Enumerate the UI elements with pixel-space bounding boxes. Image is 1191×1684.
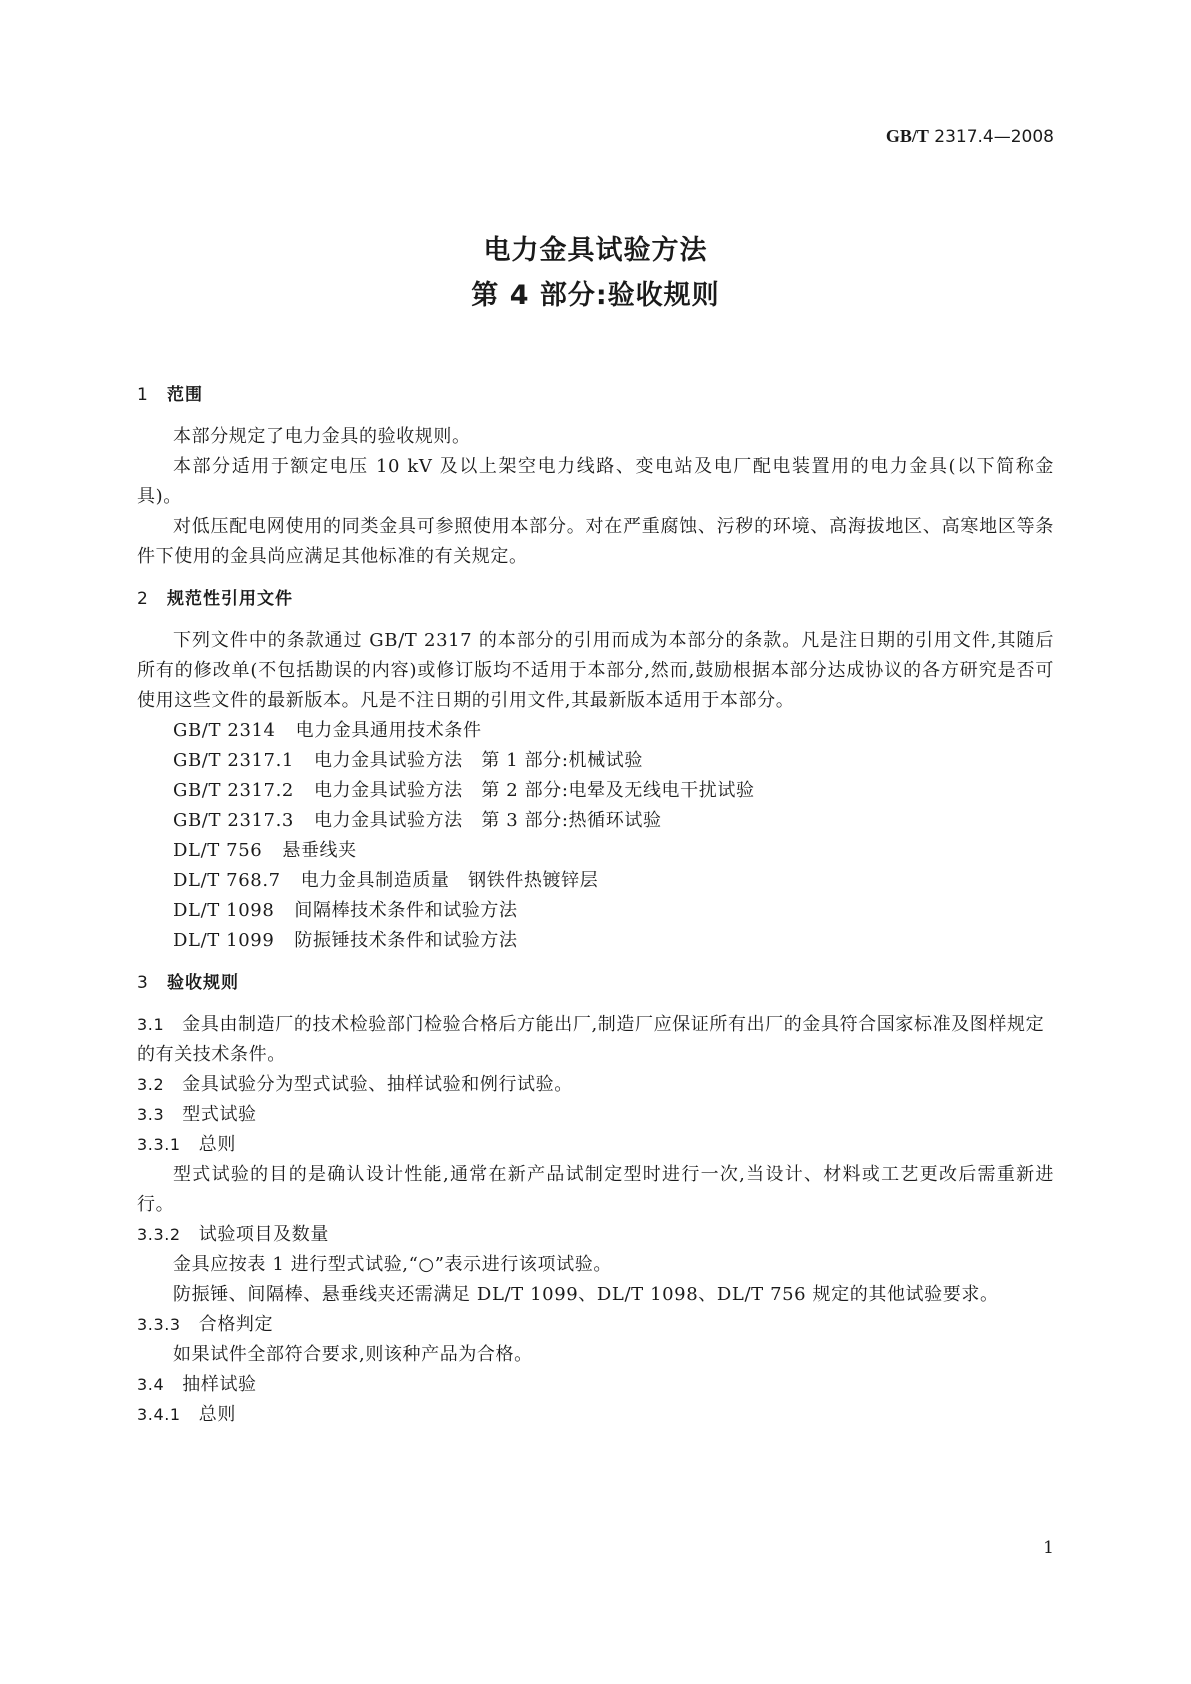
clause-text: 金具由制造厂的技术检验部门检验合格后方能出厂,制造厂应保证所有出厂的金具符合国家标准及图样规定的有关技术条件。: [137, 1014, 1045, 1065]
document-body: [137, 380, 1054, 1430]
section-number: 3: [137, 973, 149, 993]
paragraph: 对低压配电网使用的同类金具可参照使用本部分。对在严重腐蚀、污秽的环境、高海拔地区、高寒地区等条件下使用的金具尚应满足其他标准的有关规定。: [137, 516, 1054, 567]
paragraph: 下列文件中的条款通过 GB/T 2317 的本部分的引用而成为本部分的条款。凡是注日期的引用文件,其随后所有的修改单(不包括勘误的内容)或修订版均不适用于本部分,然而,鼓励根据本部分达成协议的各方研究是否可使用这些文件的最新版本。凡是不注日期的引用文件,其最新版本适用于本部分。: [137, 630, 1054, 711]
clause-number: 3.4.1: [137, 1405, 181, 1424]
reference-item: [137, 926, 1054, 956]
document-title: 电力金具试验方法: [483, 235, 708, 266]
reference-item: [137, 716, 1054, 746]
section-title: 规范性引用文件: [167, 589, 293, 609]
reference-code: DL/T 756: [173, 840, 263, 861]
page-number: 1: [1043, 1538, 1054, 1558]
paragraph: 本部分适用于额定电压 10 kV 及以上架空电力线路、变电站及电厂配电装置用的电力金具(以下简称金具)。: [137, 456, 1054, 507]
reference-item: [137, 836, 1054, 866]
reference-title: 间隔棒技术条件和试验方法: [294, 900, 518, 921]
reference-title: 电力金具通用技术条件: [295, 720, 482, 741]
section-number: 2: [137, 589, 149, 609]
clause-text: 总则: [198, 1134, 236, 1155]
clause-3-3: [137, 1100, 1054, 1130]
section-heading-1: [137, 380, 1054, 410]
reference-title: 防振锤技术条件和试验方法: [294, 930, 518, 951]
clause-text: 合格判定: [198, 1314, 274, 1335]
reference-title: 电力金具试验方法 第 3 部分:热循环试验: [313, 810, 662, 831]
standard-prefix: GB/T: [885, 126, 929, 146]
paragraph: 本部分规定了电力金具的验收规则。: [173, 426, 471, 447]
reference-code: DL/T 1098: [173, 900, 275, 921]
reference-item: [137, 806, 1054, 836]
reference-code: DL/T 768.7: [173, 870, 281, 891]
paragraph: 型式试验的目的是确认设计性能,通常在新产品试制定型时进行一次,当设计、材料或工艺更改后需重新进行。: [137, 1164, 1054, 1215]
clause-text: 总则: [198, 1404, 236, 1425]
clause-text: 金具试验分为型式试验、抽样试验和例行试验。: [182, 1074, 573, 1095]
clause-number: 3.2: [137, 1075, 165, 1094]
paragraph: 防振锤、间隔棒、悬垂线夹还需满足 DL/T 1099、DL/T 1098、DL/T 756 规定的其他试验要求。: [173, 1284, 999, 1305]
section-heading-3: [137, 968, 1054, 998]
clause-number: 3.3: [137, 1105, 165, 1124]
section-number: 1: [137, 385, 149, 405]
reference-code: DL/T 1099: [173, 930, 275, 951]
document-subtitle: 第 4 部分:验收规则: [471, 280, 720, 311]
reference-title: 电力金具试验方法 第 2 部分:电晕及无线电干扰试验: [313, 780, 755, 801]
paragraph: 金具应按表 1 进行型式试验,“○”表示进行该项试验。: [173, 1254, 612, 1275]
clause-number: 3.1: [137, 1015, 165, 1034]
clause-3-2: [137, 1070, 1054, 1100]
clause-text: 抽样试验: [182, 1374, 257, 1395]
paragraph: 如果试件全部符合要求,则该种产品为合格。: [173, 1344, 533, 1365]
clause-3-3-3: [137, 1310, 1054, 1340]
standard-number: 2317.4—2008: [934, 127, 1054, 147]
reference-item: [137, 746, 1054, 776]
section-title: 范围: [167, 385, 203, 405]
clause-3-3-2: [137, 1220, 1054, 1250]
reference-code: GB/T 2317.3: [173, 810, 294, 831]
clause-3-4: [137, 1370, 1054, 1400]
clause-number: 3.4: [137, 1375, 165, 1394]
reference-code: GB/T 2317.2: [173, 780, 294, 801]
reference-item: [137, 866, 1054, 896]
standard-code: [886, 126, 1054, 147]
reference-item: [137, 896, 1054, 926]
reference-title: 电力金具制造质量 钢铁件热镀锌层: [300, 870, 599, 891]
section-title: 验收规则: [167, 973, 239, 993]
reference-code: GB/T 2314: [173, 720, 276, 741]
reference-title: 悬垂线夹: [282, 840, 357, 861]
clause-number: 3.3.3: [137, 1315, 181, 1334]
clause-3-1: [137, 1010, 1054, 1070]
reference-code: GB/T 2317.1: [173, 750, 294, 771]
clause-3-4-1: [137, 1400, 1054, 1430]
clause-text: 试验项目及数量: [198, 1224, 329, 1245]
reference-title: 电力金具试验方法 第 1 部分:机械试验: [313, 750, 643, 771]
reference-item: [137, 776, 1054, 806]
clause-number: 3.3.1: [137, 1135, 181, 1154]
clause-text: 型式试验: [182, 1104, 257, 1125]
clause-3-3-1: [137, 1130, 1054, 1160]
clause-number: 3.3.2: [137, 1225, 181, 1244]
section-heading-2: [137, 584, 1054, 614]
